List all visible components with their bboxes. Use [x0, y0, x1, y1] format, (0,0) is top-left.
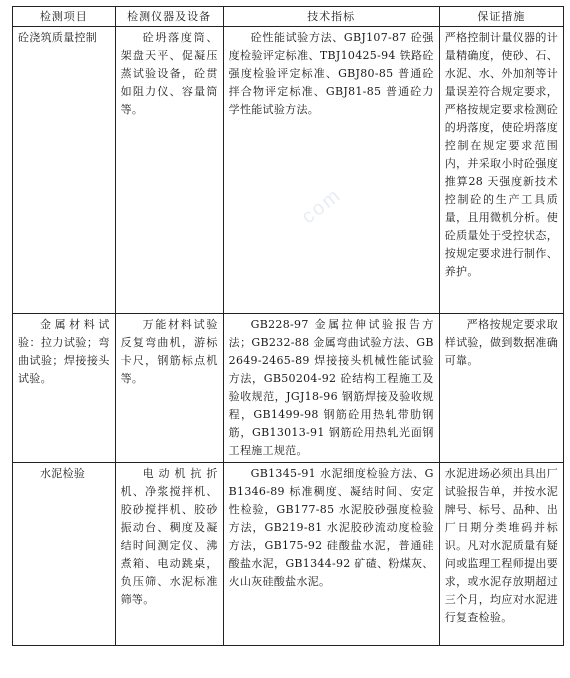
cell-test-item: 砼浇筑质量控制 [13, 27, 116, 314]
watermark: com [297, 183, 346, 229]
header-test-item: 检测项目 [13, 7, 116, 27]
cell-test-item: 水泥检验 [13, 463, 116, 646]
cell-equipment: 万能材料试验反复弯曲机，游标卡尺，钢筋标点机等。 [115, 314, 223, 463]
cell-technical-standards: GB1345-91 水泥细度检验方法、GB1346-89 标准稠度、凝结时间、安定性检验，GB177-85 水泥胶砂强度检验方法，GB219-81 水泥胶砂流动度检验方法，GB175-92 硅酸盐水泥，普通硅酸盐水泥，GB1344-92 矿碴、粉煤灰、火山灰硅酸盐水泥。 [223, 463, 439, 646]
cell-assurance-measures: 严格按规定要求取样试验，做到数据准确可靠。 [439, 314, 563, 463]
table-row [13, 463, 564, 646]
table-row [13, 27, 564, 314]
table-header-row [13, 7, 564, 27]
cell-assurance-measures: 严格控制计量仪器的计量精确度，使砂、石、水泥、水、外加剂等计量误差符合规定要求，严格按规定要求检测砼的坍落度，使砼坍落度控制在规定要求范围内，并采取小时砼强度推算28 天强度新技术控制砼的生产工具质量，且用微机分析。使砼质量处于受控状态，按规定要求进行制作、养护。 [439, 27, 563, 314]
header-equipment: 检测仪器及设备 [115, 7, 223, 27]
cell-equipment: 电动机抗折机、净浆搅拌机、胶砂搅拌机、胶砂振动台、稠度及凝结时间测定仪、沸煮箱、电动跳桌，负压筛、水泥标准筛等。 [115, 463, 223, 646]
cell-assurance-measures: 水泥进场必须出具出厂试验报告单，并按水泥牌号、标号、品种、出厂日期分类堆码并标识。凡对水泥质量有疑问或监理工程师提出要求，或水泥存放期超过三个月，均应对水泥进行复查检验。 [439, 463, 563, 646]
header-technical-standards: 技术指标 [223, 7, 439, 27]
header-assurance-measures: 保证措施 [439, 7, 563, 27]
cell-test-item: 金属材料试验：拉力试验；弯曲试验；焊接接头试验。 [13, 314, 116, 463]
table-row [13, 314, 564, 463]
cell-technical-standards: 砼性能试验方法、GBJ107-87 砼强度检验评定标准、TBJ10425-94 铁路砼强度检验评定标准、GBJ80-85 普通砼拌合物评定标准、GBJ81-85 普通砼力学性能试验方法。 [223, 27, 439, 314]
document-page [12, 6, 564, 646]
cell-equipment: 砼坍落度筒、架盘天平、促凝压蒸试验设备，砼贯如阻力仪、容量筒等。 [115, 27, 223, 314]
cell-technical-standards: GB228-97 金属拉伸试验报告方法；GB232-88 金属弯曲试验方法、GB2649-2465-89 焊接接头机械性能试验方法，GB50204-92 砼结构工程施工及验收规范，JGJ18-96 钢筋焊接及验收规程，GB1499-98 钢筋砼用热轧带肋钢筋，GB13013-91 钢筋砼用热轧光面钢工程施工规范。 [223, 314, 439, 463]
quality-control-table [12, 6, 564, 646]
